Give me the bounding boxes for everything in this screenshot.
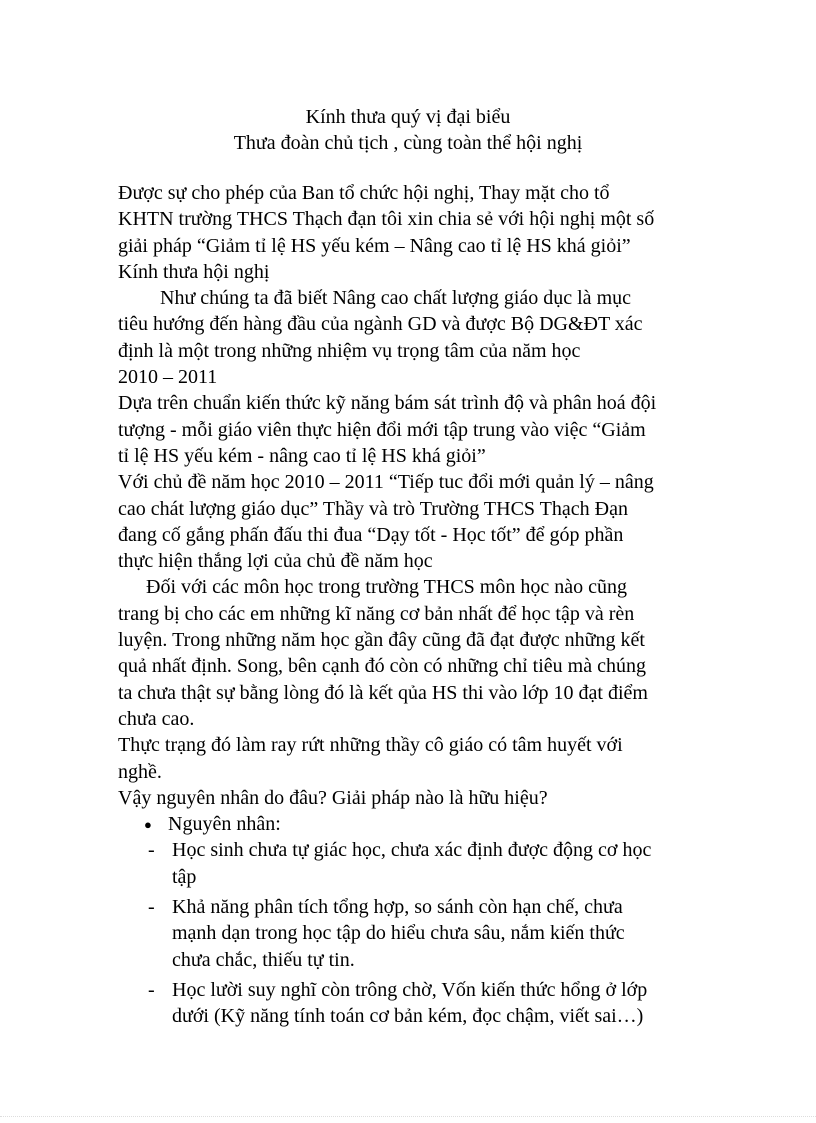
paragraph-subjects [118, 574, 708, 732]
text-line: 2010 – 2011 [118, 366, 218, 389]
dash-marker: - [148, 978, 155, 1001]
text-line: đang cố gắng phấn đấu thi đua “Dạy tốt - Học tốt” để góp phần [118, 523, 624, 546]
list-item-line: dưới (Kỹ năng tính toán cơ bản kém, đọc chậm, viết sai…) [172, 1005, 644, 1028]
text-line: định là một trong những nhiệm vụ trọng tâm của năm học [118, 339, 581, 362]
text-line: quả nhất định. Song, bên cạnh đó còn có những chỉ tiêu mà chúng [118, 655, 646, 678]
paragraph-quality-goal [118, 285, 708, 390]
list-item-line: Khả năng phân tích tổng hợp, so sánh còn hạn chế, chưa [172, 896, 623, 919]
text-line: tượng - mỗi giáo viên thực hiện đổi mới tập trung vào việc “Giảm [118, 418, 646, 441]
bullet-label: Nguyên nhân: [168, 813, 281, 836]
text-line: Kính thưa hội nghị [118, 260, 270, 283]
text-line: thực hiện thắng lợi của chủ đề năm học [118, 550, 433, 573]
paragraph-situation [118, 732, 708, 785]
bullet-dot-icon: ● [144, 817, 152, 833]
text-line: Thực trạng đó làm ray rứt những thầy cô giáo có tâm huyết với [118, 734, 623, 757]
text-line: cao chát lượng giáo dục” Thầy và trò Trường THCS Thạch Đạn [118, 497, 628, 520]
paragraph-introduction [118, 180, 708, 285]
dash-marker: - [148, 896, 155, 919]
text-line: giải pháp “Giảm tỉ lệ HS yếu kém – Nâng cao tỉ lệ HS khá giỏi” [118, 234, 631, 257]
page-bottom-edge [0, 1116, 816, 1123]
bullet-causes-heading [118, 811, 708, 837]
greeting-line-1: Kính thưa quý vị đại biểu [305, 106, 511, 128]
dash-marker: - [148, 839, 155, 862]
list-item-line: mạnh dạn trong học tập do hiểu chưa sâu, nắm kiến thức [172, 922, 625, 945]
text-line: chưa cao. [118, 707, 195, 730]
paragraph-question [118, 785, 708, 811]
paragraph-standards [118, 390, 708, 469]
text-line: Dựa trên chuẩn kiến thức kỹ năng bám sát trình độ và phân hoá đội [118, 392, 657, 415]
text-line: Như chúng ta đã biết Nâng cao chất lượng giáo dục là mục [160, 287, 631, 310]
list-item-line: tập [172, 865, 197, 888]
text-line: nghề. [118, 760, 162, 783]
text-line: tiêu hướng đến hàng đầu của ngành GD và được Bộ DG&ĐT xác [118, 313, 643, 336]
document-body [118, 180, 708, 1030]
text-line: Vậy nguyên nhân do đâu? Giải pháp nào là hữu hiệu? [118, 786, 548, 809]
text-line: trang bị cho các em những kĩ năng cơ bản nhất để học tập và rèn [118, 602, 635, 625]
text-line: luyện. Trong những năm học gần đây cũng đã đạt được những kết [118, 629, 645, 652]
text-line: Đối với các môn học trong trường THCS môn học nào cũng [146, 576, 627, 599]
paragraph-school-year-theme [118, 469, 708, 574]
list-item-line: chưa chắc, thiếu tự tin. [172, 948, 355, 971]
text-line: KHTN trường THCS Thạch đạn tôi xin chia sẻ với hội nghị một số [118, 208, 655, 231]
list-item-line: Học lười suy nghĩ còn trông chờ, Vốn kiến thức hổng ở lớp [172, 978, 648, 1001]
causes-list [118, 837, 708, 1029]
text-line: ta chưa thật sự bằng lòng đó là kết qủa HS thi vào lớp 10 đạt điểm [118, 681, 648, 704]
text-line: tỉ lệ HS yếu kém - nâng cao tỉ lệ HS khá giỏi” [118, 444, 486, 467]
greeting-line-2: Thưa đoàn chủ tịch , cùng toàn thể hội nghị [233, 132, 583, 154]
list-item [118, 894, 708, 973]
list-item-line: Học sinh chưa tự giác học, chưa xác định được động cơ học [172, 839, 652, 862]
list-item [118, 837, 708, 890]
list-item [118, 977, 708, 1030]
text-line: Được sự cho phép của Ban tổ chức hội nghị, Thay mặt cho tổ [118, 182, 610, 204]
document-header [0, 104, 816, 156]
text-line: Với chủ đề năm học 2010 – 2011 “Tiếp tuc đổi mới quản lý – nâng [118, 471, 654, 494]
